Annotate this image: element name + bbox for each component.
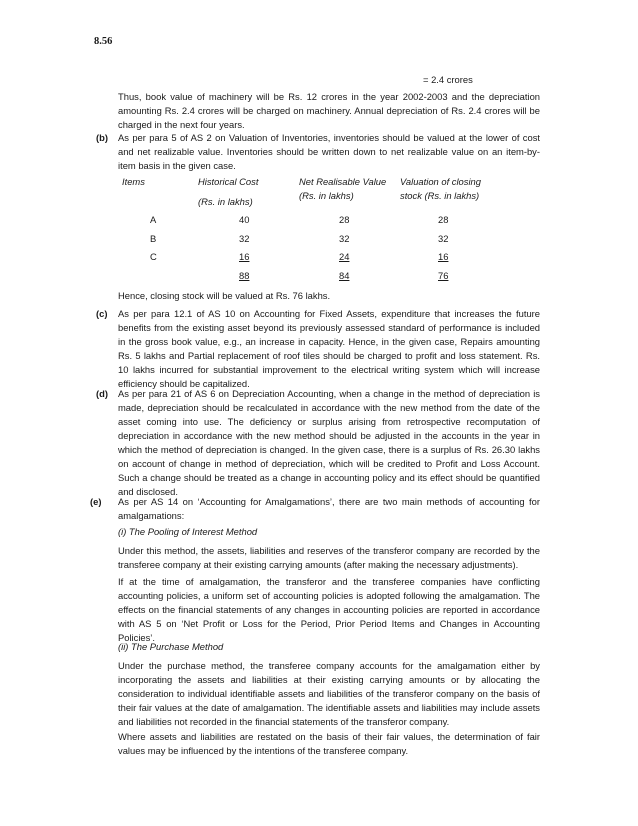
paragraph-text: As per para 12.1 of AS 10 on Accounting for Fixed Assets, expenditure that increases the future benefits from the existing asset beyond its previously assessed standard of performance is included in the gross book value, e.g., an increase in capacity. Hence, in the given case, Repairs amounting Rs. 5 lakhs and Partial replacement of roof tiles should be charged to profit and loss statement. Rs. 10 lakhs incurred for substantial improvement to the electrical writing system which will increase efficiency should be capitalized.	[118, 308, 540, 389]
paragraph-text: Hence, closing stock will be valued at Rs. 76 lakhs.	[118, 290, 331, 301]
header-valuation	[400, 175, 481, 203]
paragraph-text: As per para 21 of AS 6 on Depreciation Accounting, when a change in the method of depreciation is made, depreciation should be recalculated in accordance with the new method from the date of the asset coming into use. The deficiency or surplus arising from retrospective recomputation of depreciation in accordance with the new method should be adjusted in the accounts in the year in which the method of depreciation is changed. In the given case, there is a surplus of Rs. 26.30 lakhs on account of change in method of depreciation, which will be credited to Profit and Loss Account. Such a change should be treated as a change in accounting policy and its effect should be quantified and disclosed.	[118, 388, 540, 497]
total-hist: 88	[239, 270, 250, 281]
paragraph-text: If at the time of amalgamation, the transferor and the transferee companies have conflicting accounting policies, a uniform set of accounting policies is adopted following the amalgamation. The effects on the financial statements of any changes in accounting policies are reported in accordance with AS 5 on ‘Net Profit or Loss for the Period, Prior Period Items and Changes in Accounting Policies’.	[118, 576, 540, 643]
row-c-item: C	[150, 251, 157, 262]
page-number: 8.56	[94, 36, 113, 47]
total-nrv: 84	[339, 270, 350, 281]
header-nrv-label: Net Realisable Value	[299, 176, 387, 187]
header-items: Items	[122, 176, 145, 187]
pooling-heading	[118, 525, 540, 539]
row-c-hist: 16	[239, 251, 250, 262]
total-val: 76	[438, 270, 449, 281]
row-a-hist: 40	[239, 214, 250, 225]
paragraph-text: Where assets and liabilities are restated on the basis of their fair values, the determination of fair values may be influenced by the intentions of the transferee company.	[118, 731, 540, 756]
equation-result: = 2.4 crores	[423, 74, 473, 85]
row-b-hist: 32	[239, 233, 250, 244]
paragraph-b	[118, 131, 540, 173]
paragraph-text: Under the purchase method, the transferee company accounts for the amalgamation either by incorporating the assets and liabilities at their existing carrying amounts or by allocating the consideration to individual identifiable assets and liabilities of the transferor company on the basis of their fair values at the date of amalgamation. The identifiable assets and liabilities may include assets and liabilities not recorded in the financial statements of the transferor company.	[118, 660, 540, 727]
paragraph-text: Under this method, the assets, liabilities and reserves of the transferor company are recorded by the transferee company at their existing carrying amounts (after making the necessary adjustments).	[118, 545, 540, 570]
pooling-paragraph-1	[118, 544, 540, 572]
paragraph-text: Thus, book value of machinery will be Rs. 12 crores in the year 2002-2003 and the depreciation amounting Rs. 2.4 crores will be charged on machinery. Annual depreciation of Rs. 2.4 crores will be charged in the next four years.	[118, 91, 540, 130]
paragraph-e	[118, 495, 540, 523]
header-hist-label: Historical Cost	[198, 176, 259, 187]
paragraph-d	[118, 387, 540, 499]
purchase-paragraph-2	[118, 730, 540, 758]
subheading-text: (ii) The Purchase Method	[118, 641, 224, 652]
row-b-item: B	[150, 233, 157, 244]
row-a-item: A	[150, 214, 157, 225]
header-hist-unit: (Rs. in lakhs)	[198, 196, 253, 207]
header-historical-cost	[198, 175, 258, 209]
paragraph-text: As per para 5 of AS 2 on Valuation of Inventories, inventories should be valued at the lower of cost and net realizable value. Inventories should be written down to net realizable value on an item-by-item basis in the given case.	[118, 132, 540, 171]
paragraph-a-continuation	[118, 90, 540, 132]
header-nrv-unit: (Rs. in lakhs)	[299, 190, 354, 201]
header-val-unit: stock (Rs. in lakhs)	[400, 190, 480, 201]
paragraph-b-conclusion	[118, 289, 540, 303]
header-net-realisable-value	[299, 175, 386, 203]
row-b-nrv: 32	[339, 233, 350, 244]
item-label-e: (e)	[90, 496, 102, 507]
row-c-val: 16	[438, 251, 449, 262]
row-c-nrv: 24	[339, 251, 350, 262]
row-a-val: 28	[438, 214, 449, 225]
paragraph-c	[118, 307, 540, 391]
item-label-b: (b)	[96, 132, 108, 143]
purchase-heading	[118, 640, 540, 654]
item-label-d: (d)	[96, 388, 108, 399]
pooling-paragraph-2	[118, 575, 540, 645]
row-b-val: 32	[438, 233, 449, 244]
subheading-text: (i) The Pooling of Interest Method	[118, 526, 258, 537]
row-a-nrv: 28	[339, 214, 350, 225]
paragraph-text: As per AS 14 on ‘Accounting for Amalgamations’, there are two main methods of accounting for amalgamations:	[118, 496, 540, 521]
header-val-label: Valuation of closing	[400, 176, 481, 187]
purchase-paragraph-1	[118, 659, 540, 729]
item-label-c: (c)	[96, 308, 108, 319]
